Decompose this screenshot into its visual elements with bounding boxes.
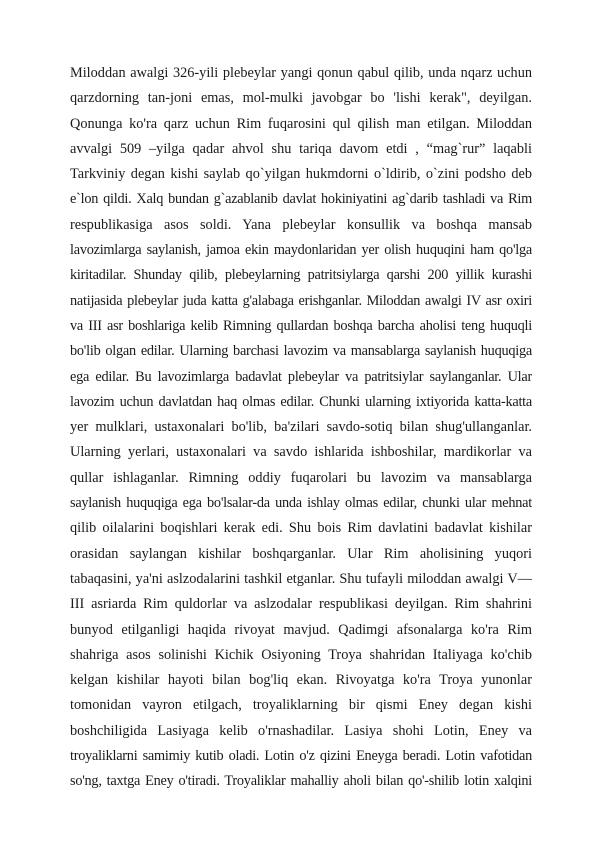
text-line-20: orasidan saylangan kishilar boshqarganlar. Ular Rim aholisining yuqori bbox=[70, 545, 532, 562]
text-line-4: avvalgi 509 –yilga qadar ahvol shu tariqa davom etdi , “mag`rur” laqabli bbox=[70, 140, 532, 157]
text-line-3: Qonunga ko'ra qarz uchun Rim fuqarosini qul qilish man etilgan. Miloddan bbox=[70, 115, 532, 132]
text-line-12: bo'lib olgan edilar. Ularning barchasi lavozim va mansablarga saylanish huquqiga bbox=[70, 343, 532, 360]
text-line-16: Ularning yerlari, ustaxonalari va savdo ishlarida ishboshilar, mardikorlar va bbox=[70, 444, 532, 461]
text-line-21: tabaqasini, ya'ni aslzodalarini tashkil etganlar. Shu tufayli miloddan awalgi V— bbox=[70, 570, 532, 587]
text-line-19: qilib oilalarini boqishlari kerak edi. Shu bois Rim davlatini badavlat kishilar bbox=[70, 520, 532, 537]
text-line-10: natijasida plebeylar juda katta g'alabaga erishganlar. Miloddan awalgi IV asr oxiri bbox=[70, 292, 532, 309]
text-line-22: III asriarda Rim quldorlar va aslzodalar respublikasi deyilgan. Rim shahrini bbox=[70, 596, 532, 613]
text-line-17: qullar ishlaganlar. Rimning oddiy fuqarolari bu lavozim va mansablarga bbox=[70, 469, 532, 486]
text-line-23: bunyod etilganligi haqida rivoyat mavjud. Qadimgi afsonalarga ko'ra Rim bbox=[70, 621, 532, 638]
text-line-13: ega edilar. Bu lavozimlarga badavlat plebeylar va patritsiylar saylanganlar. Ular bbox=[70, 368, 532, 385]
text-line-1: Miloddan awalgi 326-yili plebeylar yangi qonun qabul qilib, unda nqarz uchun bbox=[70, 65, 532, 81]
text-line-25: kelgan kishilar hayoti bilan bog'liq ekan. Rivoyatga ko'ra Troya yunonlar bbox=[70, 672, 532, 689]
text-line-11: va III asr boshlariga kelib Rimning qullardan boshqa barcha aholisi teng huquqli bbox=[70, 317, 532, 334]
document-page bbox=[70, 61, 532, 795]
text-line-24: shahriga asos solinishi Kichik Osiyoning Troya shahridan Italiyaga ko'chib bbox=[70, 646, 532, 663]
text-line-27: boshchiligida Lasiyaga kelib o'rnashadilar. Lasiya shohi Lotin, Eney va bbox=[70, 722, 532, 739]
text-line-2: qarzdorning tan-joni emas, mol-mulki javobgar bo 'lishi kerak", deyilgan. bbox=[70, 90, 532, 107]
text-line-28: troyaliklarni samimiy kutib oladi. Lotin o'z qizini Eneyga beradi. Lotin vafotidan bbox=[70, 748, 532, 765]
text-line-15: yer mulklari, ustaxonalari bo'lib, ba'zilari savdo-sotiq bilan shug'ullanganlar. bbox=[70, 419, 532, 436]
text-line-8: lavozimlarga saylanish, jamoa ekin maydonlaridan yer olish huquqini ham qo'lga bbox=[70, 242, 532, 259]
text-line-18: saylanish huquqiga ega bo'lsalar-da unda ishlay olmas edilar, chunki ular mehnat bbox=[70, 495, 532, 512]
text-line-26: tomonidan vayron etilgach, troyaliklarning bir qismi Eney degan kishi bbox=[70, 697, 532, 714]
text-line-6: e`lon qildi. Xalq bundan g`azablanib davlat hokiniyatini ag`darib tashladi va Rim bbox=[70, 191, 532, 208]
text-line-29: so'ng, taxtga Eney o'tiradi. Troyaliklar mahalliy aholi bilan qo'-shilib lotin xalqini bbox=[70, 773, 532, 790]
text-line-9: kiritadilar. Shunday qilib, plebeylarning patritsiylarga qarshi 200 yillik kurashi bbox=[70, 267, 532, 284]
text-line-5: Tarkviniy degan kishi saylab qo`yilgan hukmdorni o`ldirib, o`zini podsho deb bbox=[70, 166, 532, 183]
text-line-7: respublikasiga asos soldi. Yana plebeylar konsullik va boshqa mansab bbox=[70, 216, 532, 233]
text-line-14: lavozim uchun davlatdan haq olmas edilar. Chunki ularning ixtiyorida katta-katta bbox=[70, 393, 532, 410]
